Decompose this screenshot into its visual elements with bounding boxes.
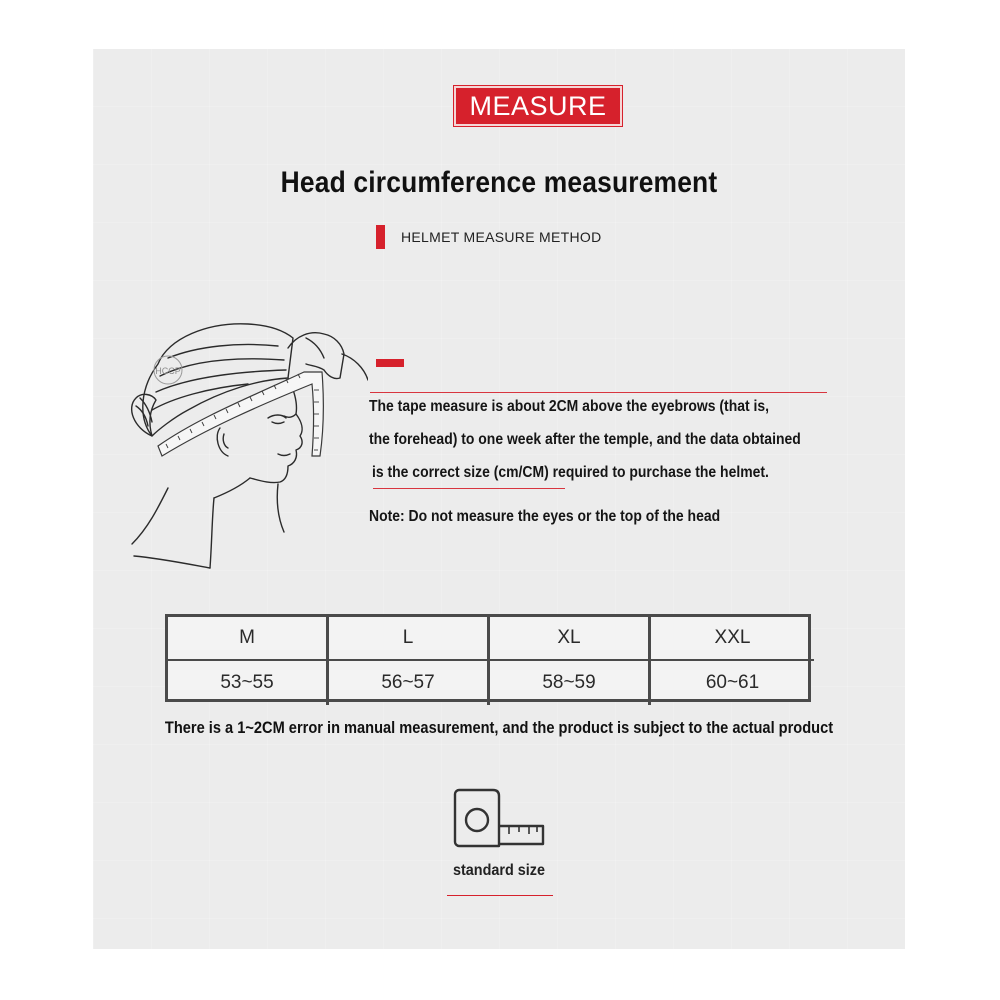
measure-banner-label: MEASURE [469,90,607,121]
description-line-1: The tape measure is about 2CM above the eyebrows (that is, [369,398,770,415]
description-line-2: the forehead) to one week after the temple, and the data obtained [369,431,801,448]
size-range-l: 56~57 [329,661,490,705]
description-underline [373,488,565,489]
size-header-xxl: XXL [651,617,814,661]
size-range-xl: 58~59 [490,661,651,705]
description-accent-dash [376,359,404,367]
size-header-m: M [168,617,329,661]
standard-size-label: standard size [452,862,546,879]
measurement-disclaimer: There is a 1~2CM error in manual measurement, and the product is subject to the actual product [164,718,834,737]
measure-banner [454,86,622,126]
size-header-l: L [329,617,490,661]
head-measurement-illustration [128,318,368,570]
description-note: Note: Do not measure the eyes or the top of the head [369,508,721,525]
description-top-rule [370,392,827,393]
subheading-accent-bar [376,225,385,249]
description-line-3: is the correct size (cm/CM) required to purchase the helmet. [372,464,769,481]
size-table [165,614,811,702]
watermark-text: HCCP [155,366,181,376]
page-title: Head circumference measurement [280,166,718,199]
size-header-xl: XL [490,617,651,661]
size-range-m: 53~55 [168,661,329,705]
tape-measure-icon [453,786,547,850]
standard-size-underline [447,895,553,896]
size-range-xxl: 60~61 [705,672,760,693]
subheading: HELMET MEASURE METHOD [401,229,602,245]
